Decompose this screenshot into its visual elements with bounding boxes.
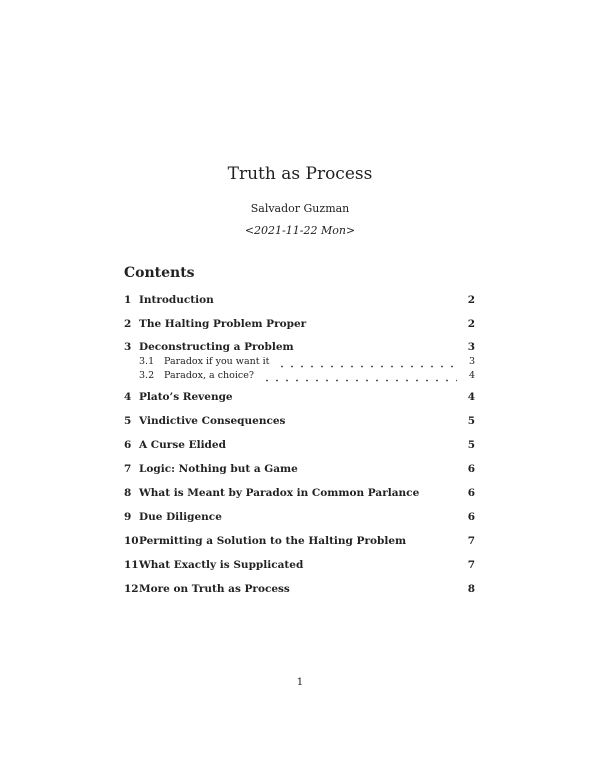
toc-entry-more-on-truth-as-process[interactable]	[124, 582, 475, 596]
toc-entry-title: Permitting a Solution to the Halting Problem	[139, 535, 407, 547]
toc-entry-number: 8	[124, 487, 132, 499]
toc-entry-title: More on Truth as Process	[139, 583, 290, 595]
toc-entry-number: 3	[124, 341, 132, 353]
toc-entry-a-curse-elided[interactable]	[124, 438, 475, 452]
toc-entry-page: 4	[467, 391, 475, 403]
toc-leader-dots	[262, 372, 457, 382]
toc-entry-title: Logic: Nothing but a Game	[139, 463, 298, 475]
toc-entry-title: Paradox if you want it	[164, 355, 270, 367]
toc-subentry-paradox-a-choice[interactable]	[139, 368, 475, 382]
toc-entry-page: 2	[467, 294, 475, 306]
toc-entry-page: 5	[467, 439, 475, 451]
toc-entry-title: What is Meant by Paradox in Common Parlance	[139, 487, 420, 499]
page-number: 1	[296, 676, 304, 688]
toc-entry-page: 7	[467, 535, 475, 547]
toc-entry-number: 3.1	[139, 355, 155, 367]
toc-entry-title: Introduction	[139, 294, 214, 306]
document-date: <2021-11-22 Mon>	[244, 224, 356, 237]
toc-entry-number: 12	[124, 583, 139, 595]
toc-entry-number: 7	[124, 463, 132, 475]
toc-entry-halting-problem-proper[interactable]	[124, 317, 475, 331]
toc-entry-page: 5	[467, 415, 475, 427]
toc-entry-title: Deconstructing a Problem	[139, 341, 294, 353]
toc-entry-number: 6	[124, 439, 132, 451]
toc-entry-due-diligence[interactable]	[124, 510, 475, 524]
document-title: Truth as Process	[227, 164, 373, 184]
author-name: Salvador Guzman	[250, 202, 350, 215]
toc-entry-page: 4	[468, 369, 475, 381]
toc-entry-page: 3	[468, 355, 475, 367]
toc-entry-page: 7	[467, 559, 475, 571]
toc-entry-paradox-in-common-parlance[interactable]	[124, 486, 475, 500]
toc-entry-title: The Halting Problem Proper	[139, 318, 307, 330]
toc-entry-logic-nothing-but-a-game[interactable]	[124, 462, 475, 476]
toc-entry-number: 5	[124, 415, 132, 427]
toc-entry-number: 11	[124, 559, 139, 571]
toc-entry-permitting-a-solution[interactable]	[124, 534, 475, 548]
toc-entry-page: 6	[467, 487, 475, 499]
toc-entry-page: 6	[467, 511, 475, 523]
toc-entry-page: 3	[467, 341, 475, 353]
toc-entry-title: Due Diligence	[139, 511, 222, 523]
toc-entry-introduction[interactable]	[124, 293, 475, 307]
toc-entry-page: 2	[467, 318, 475, 330]
toc-entry-number: 3.2	[139, 369, 155, 381]
toc-entry-title: Paradox, a choice?	[164, 369, 254, 381]
toc-leader-dots	[277, 358, 457, 368]
toc-entry-number: 9	[124, 511, 132, 523]
toc-subentry-paradox-if-you-want-it[interactable]	[139, 354, 475, 368]
toc-entry-page: 8	[467, 583, 475, 595]
toc-entry-title: A Curse Elided	[139, 439, 226, 451]
toc-entry-platos-revenge[interactable]	[124, 390, 475, 404]
toc-entry-number: 10	[124, 535, 139, 547]
toc-entry-vindictive-consequences[interactable]	[124, 414, 475, 428]
toc-entry-number: 2	[124, 318, 132, 330]
toc-entry-title: What Exactly is Supplicated	[139, 559, 304, 571]
toc-entry-deconstructing-a-problem[interactable]	[124, 340, 475, 354]
toc-entry-what-exactly-is-supplicated[interactable]	[124, 558, 475, 572]
toc-entry-page: 6	[467, 463, 475, 475]
toc-entry-number: 1	[124, 294, 132, 306]
toc-entry-number: 4	[124, 391, 132, 403]
toc-entry-title: Plato’s Revenge	[139, 391, 233, 403]
toc-heading: Contents	[124, 265, 195, 281]
toc-entry-title: Vindictive Consequences	[139, 415, 286, 427]
